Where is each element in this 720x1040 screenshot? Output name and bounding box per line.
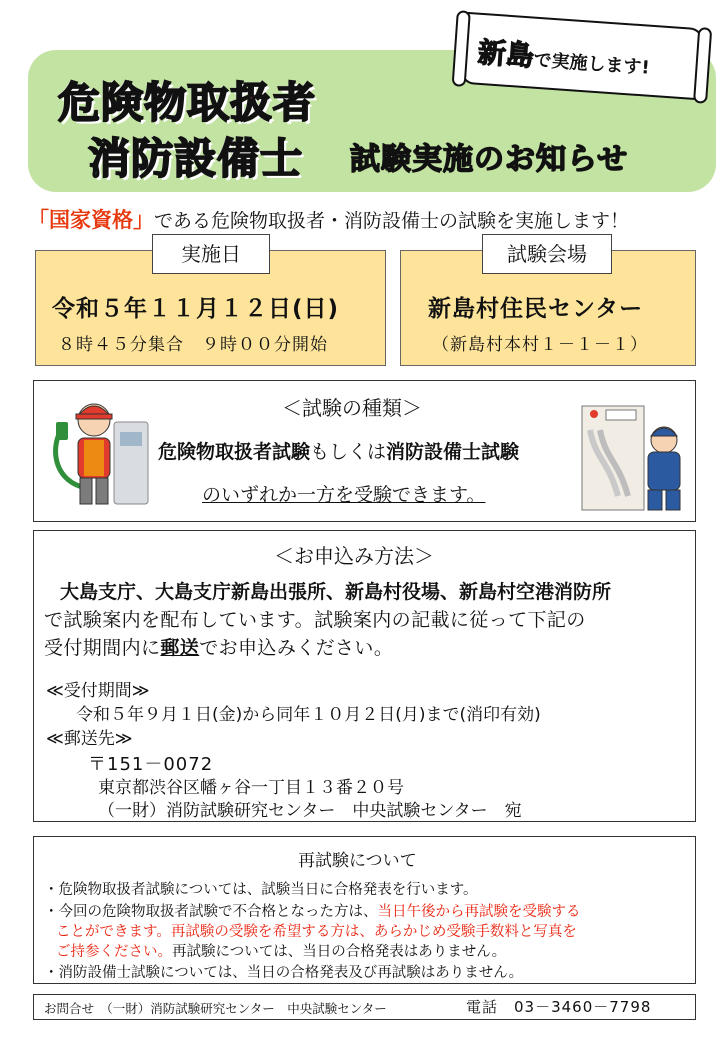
date-tag: 実施日 bbox=[152, 234, 270, 274]
exam-time: ８時４５分集合 ９時００分開始 bbox=[58, 335, 328, 355]
retest-bullet-2-line3 bbox=[56, 940, 506, 961]
by-mail: 郵送 bbox=[160, 637, 200, 659]
hazardous-exam: 危険物取扱者試験 bbox=[158, 441, 311, 463]
venue-address: （新島村本村１－１－１） bbox=[432, 335, 648, 355]
application-line2: で試験案内を配布しています。試験案内の記載に従って下記の bbox=[44, 609, 586, 631]
title-fire-equipment: 消防設備士 bbox=[88, 134, 304, 183]
retest-bullet-1: ・危険物取扱者試験については、試験当日に合格発表を行います。 bbox=[44, 882, 478, 898]
retest-bullet-3: ・消防設備士試験については、当日の合格発表及び再試験はありません。 bbox=[44, 965, 524, 981]
retest-title: 再試験について bbox=[298, 851, 417, 871]
intro-line bbox=[28, 204, 708, 234]
retest-b2-e: 再試験については、当日の合格発表はありません。 bbox=[172, 944, 507, 960]
gas-station-attendant-illustration bbox=[46, 392, 156, 514]
fire-equipment-exam: 消防設備士試験 bbox=[386, 441, 520, 463]
application-title: ＜お申込み方法＞ bbox=[274, 544, 434, 568]
exam-types-line1 bbox=[158, 437, 519, 464]
exam-date: 令和５年１１月１２日(日) bbox=[52, 296, 340, 322]
period-label: ≪受付期間≫ bbox=[46, 681, 150, 701]
intro-text: である危険物取扱者・消防設備士の試験を実施します！ bbox=[154, 210, 630, 232]
title-hazardous-handler: 危険物取扱者 bbox=[58, 78, 317, 127]
exam-types-line2: のいずれか一方を受験できます。 bbox=[202, 484, 486, 506]
mail-to-label: ≪郵送先≫ bbox=[46, 729, 133, 749]
national-qualification: 「国家資格」 bbox=[28, 208, 154, 232]
retest-bullet-2-line1 bbox=[44, 900, 581, 921]
mail-address: 東京都渋谷区幡ヶ谷一丁目１３番２０号 bbox=[98, 778, 404, 798]
application-period: 令和５年９月１日(金)から同年１０月２日(月)まで(消印有効) bbox=[76, 705, 541, 725]
retest-bullet-2-line2: ことができます。再試験の受験を希望する方は、あらかじめ受験手数料と写真を bbox=[56, 924, 577, 940]
retest-b2-d: ご持参ください。 bbox=[56, 944, 172, 960]
application-line3-a: 受付期間内に bbox=[44, 637, 161, 659]
or-text: もしくは bbox=[310, 441, 387, 463]
venue-name: 新島村住民センター bbox=[428, 296, 644, 322]
phone-number: 電話 03－3460－7798 bbox=[466, 998, 652, 1016]
application-line3 bbox=[44, 633, 393, 660]
banner-rest: で実施します! bbox=[532, 49, 651, 79]
exam-types-title: ＜試験の種類＞ bbox=[282, 396, 422, 420]
retest-b2-b: 当日午後から再試験を受験する bbox=[377, 904, 581, 920]
fire-equipment-worker-illustration bbox=[578, 400, 688, 516]
banner-text bbox=[477, 31, 652, 83]
distribution-offices: 大島支庁、大島支庁新島出張所、新島村役場、新島村空港消防所 bbox=[60, 581, 612, 603]
mail-recipient: （一財）消防試験研究センター 中央試験センター 宛 bbox=[98, 801, 522, 821]
application-line3-c: でお申込みください。 bbox=[199, 637, 394, 659]
scroll-curl-left bbox=[452, 10, 471, 87]
title-exam-notice: 試験実施のお知らせ bbox=[350, 142, 629, 177]
contact-info: お問合せ （一財）消防試験研究センター 中央試験センター bbox=[44, 1001, 387, 1016]
banner-highlight: 新島 bbox=[476, 35, 536, 73]
postal-code: 〒151－0072 bbox=[88, 754, 214, 775]
retest-b2-a: ・今回の危険物取扱者試験で不合格となった方は、 bbox=[44, 904, 378, 920]
venue-tag: 試験会場 bbox=[482, 234, 612, 274]
